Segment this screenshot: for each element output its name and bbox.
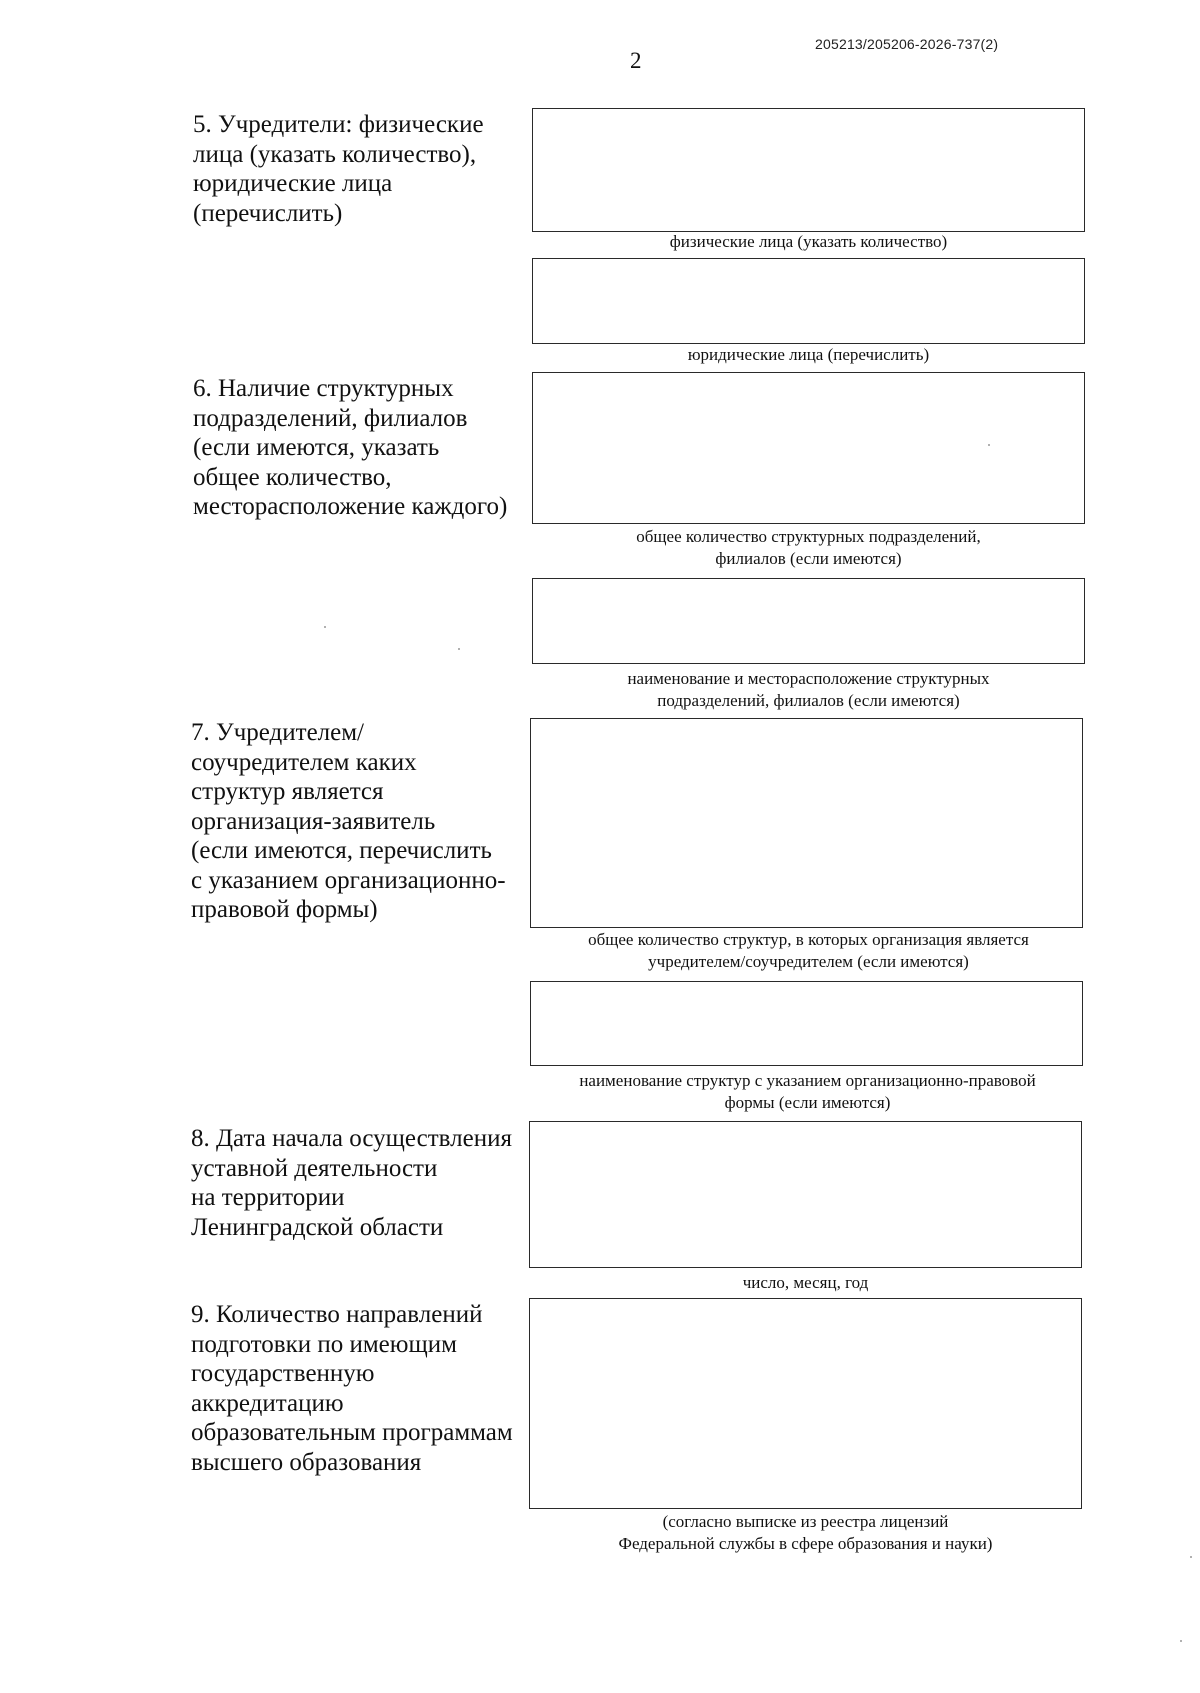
item-5-legal-entities-field[interactable]	[532, 258, 1085, 344]
item-5-individuals-caption: физические лица (указать количество)	[669, 232, 948, 251]
item-7-structure-names-field[interactable]	[530, 981, 1083, 1066]
item-9-programs-count-caption: (согласно выписке из реестра лицензий Федеральной службы в сфере образования и науки)	[618, 1512, 993, 1553]
item-5-label: 5. Учредители: физические лица (указать количество), юридические лица (перечислить)	[193, 111, 484, 227]
item-8-start-date-caption: число, месяц, год	[742, 1273, 869, 1292]
item-9-programs-count-field[interactable]	[529, 1298, 1082, 1509]
item-6-total-count-field[interactable]	[532, 372, 1085, 524]
scan-speck	[1190, 1556, 1192, 1558]
page-number: 2	[630, 48, 642, 73]
document-registration-number: 205213/205206-2026-737(2)	[815, 36, 999, 52]
item-6-name-location-caption: наименование и месторасположение структурных подразделений, филиалов (если имеются)	[627, 669, 990, 710]
item-6-name-location-field[interactable]	[532, 578, 1085, 664]
item-7-label: 7. Учредителем/ соучредителем каких структур является организация-заявитель (если имеются, перечислить с указанием организационно- правовой формы)	[191, 719, 506, 923]
item-8-start-date-field[interactable]	[529, 1121, 1082, 1268]
item-8-label: 8. Дата начала осуществления уставной деятельности на территории Ленинградской области	[191, 1125, 512, 1241]
scan-speck	[458, 648, 460, 650]
item-7-total-structures-field[interactable]	[530, 718, 1083, 928]
item-9-label: 9. Количество направлений подготовки по имеющим государственную аккредитацию образовательным программам высшего образования	[191, 1301, 513, 1476]
item-6-total-count-caption: общее количество структурных подразделений, филиалов (если имеются)	[636, 527, 981, 568]
item-5-legal-entities-caption: юридические лица (перечислить)	[687, 345, 930, 364]
item-7-total-structures-caption: общее количество структур, в которых организация является учредителем/соучредителем (если имеются)	[588, 930, 1029, 971]
scan-speck	[988, 444, 990, 446]
item-5-individuals-field[interactable]	[532, 108, 1085, 232]
scan-speck	[324, 626, 326, 628]
item-7-structure-names-caption: наименование структур с указанием организационно-правовой формы (если имеются)	[579, 1071, 1036, 1112]
item-6-label: 6. Наличие структурных подразделений, филиалов (если имеются, указать общее количество, месторасположение каждого)	[193, 375, 508, 520]
scan-speck	[1180, 1640, 1182, 1642]
